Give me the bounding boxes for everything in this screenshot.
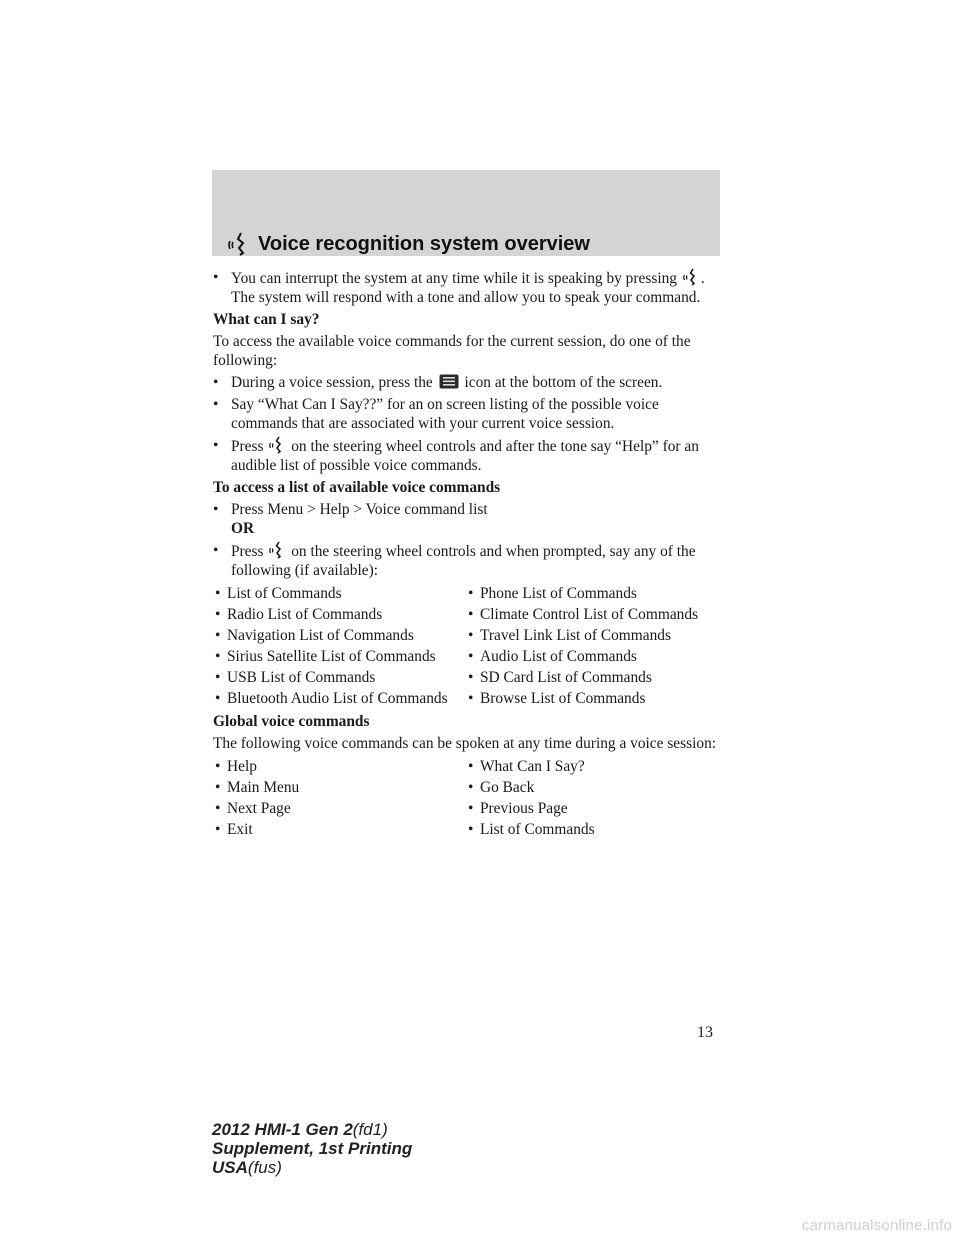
paragraph-global-commands: The following voice commands can be spoken at any time during a voice session: [213,735,717,752]
list-item: • Browse List of Commands [468,690,646,707]
list-item: • Exit [215,821,253,838]
bullet-press-say: • Press on the steering wheel controls and when prompted, say any of the following (if available): [213,542,696,579]
list-item: • Climate Control List of Commands [468,606,699,623]
heading-what-can-i-say: What can I say? [213,311,320,328]
page-number: 13 [697,1024,713,1041]
global-command-table [213,756,723,840]
bullet-say-what-can-i-say: • Say “What Can I Say??” for an on screen listing of the possible voice commands that are associated with your current voice session. [213,396,659,432]
list-item: • List of Commands [215,585,342,602]
voice-button-icon [683,268,699,286]
list-item: • List of Commands [468,821,595,838]
heading-global-commands: Global voice commands [213,713,370,730]
list-item: • Radio List of Commands [215,606,383,623]
paragraph-what-can-i-say: To access the available voice commands for the current session, do one of the following: [213,333,691,369]
voice-button-icon [228,232,250,256]
voice-button-icon [269,541,285,559]
list-item: • USB List of Commands [215,669,376,686]
section-title: Voice recognition system overview [258,232,590,255]
bullet-press-help: • Press on the steering wheel controls and after the tone say “Help” for an audible list of possible voice commands. [213,437,699,474]
bullet-interrupt: • You can interrupt the system at any time while it is speaking by pressing . The system will respond with a tone and allow you to speak your command. [213,269,705,306]
list-item: • Bluetooth Audio List of Commands [215,690,448,707]
list-item: • Go Back [468,779,535,796]
list-item: • Main Menu [215,779,300,796]
heading-access-list: To access a list of available voice commands [213,479,501,496]
voice-button-icon [269,436,285,454]
list-item: • Travel Link List of Commands [468,627,671,644]
list-item: • Next Page [215,800,291,817]
bullet-screen-icon: • During a voice session, press the icon at the bottom of the screen. [213,374,663,391]
print-footer: 2012 HMI-1 Gen 2(fd1) Supplement, 1st Printing USA(fus) [212,1120,413,1177]
section-header [228,231,590,257]
list-screen-icon [439,374,459,390]
watermark: carmanualsonline.info [801,1217,952,1234]
list-item: • Phone List of Commands [468,585,637,602]
list-item: • Navigation List of Commands [215,627,414,644]
list-item: • Sirius Satellite List of Commands [215,648,436,665]
list-item: • Help [215,758,257,775]
command-list-table [213,583,723,709]
list-item: • Audio List of Commands [468,648,637,665]
or-label: OR [231,520,255,537]
list-item: • Previous Page [468,800,568,817]
list-item: • SD Card List of Commands [468,669,652,686]
list-item: • What Can I Say? [468,758,585,775]
bullet-menu-path: • Press Menu > Help > Voice command list OR [213,501,488,537]
page-body [213,268,723,843]
